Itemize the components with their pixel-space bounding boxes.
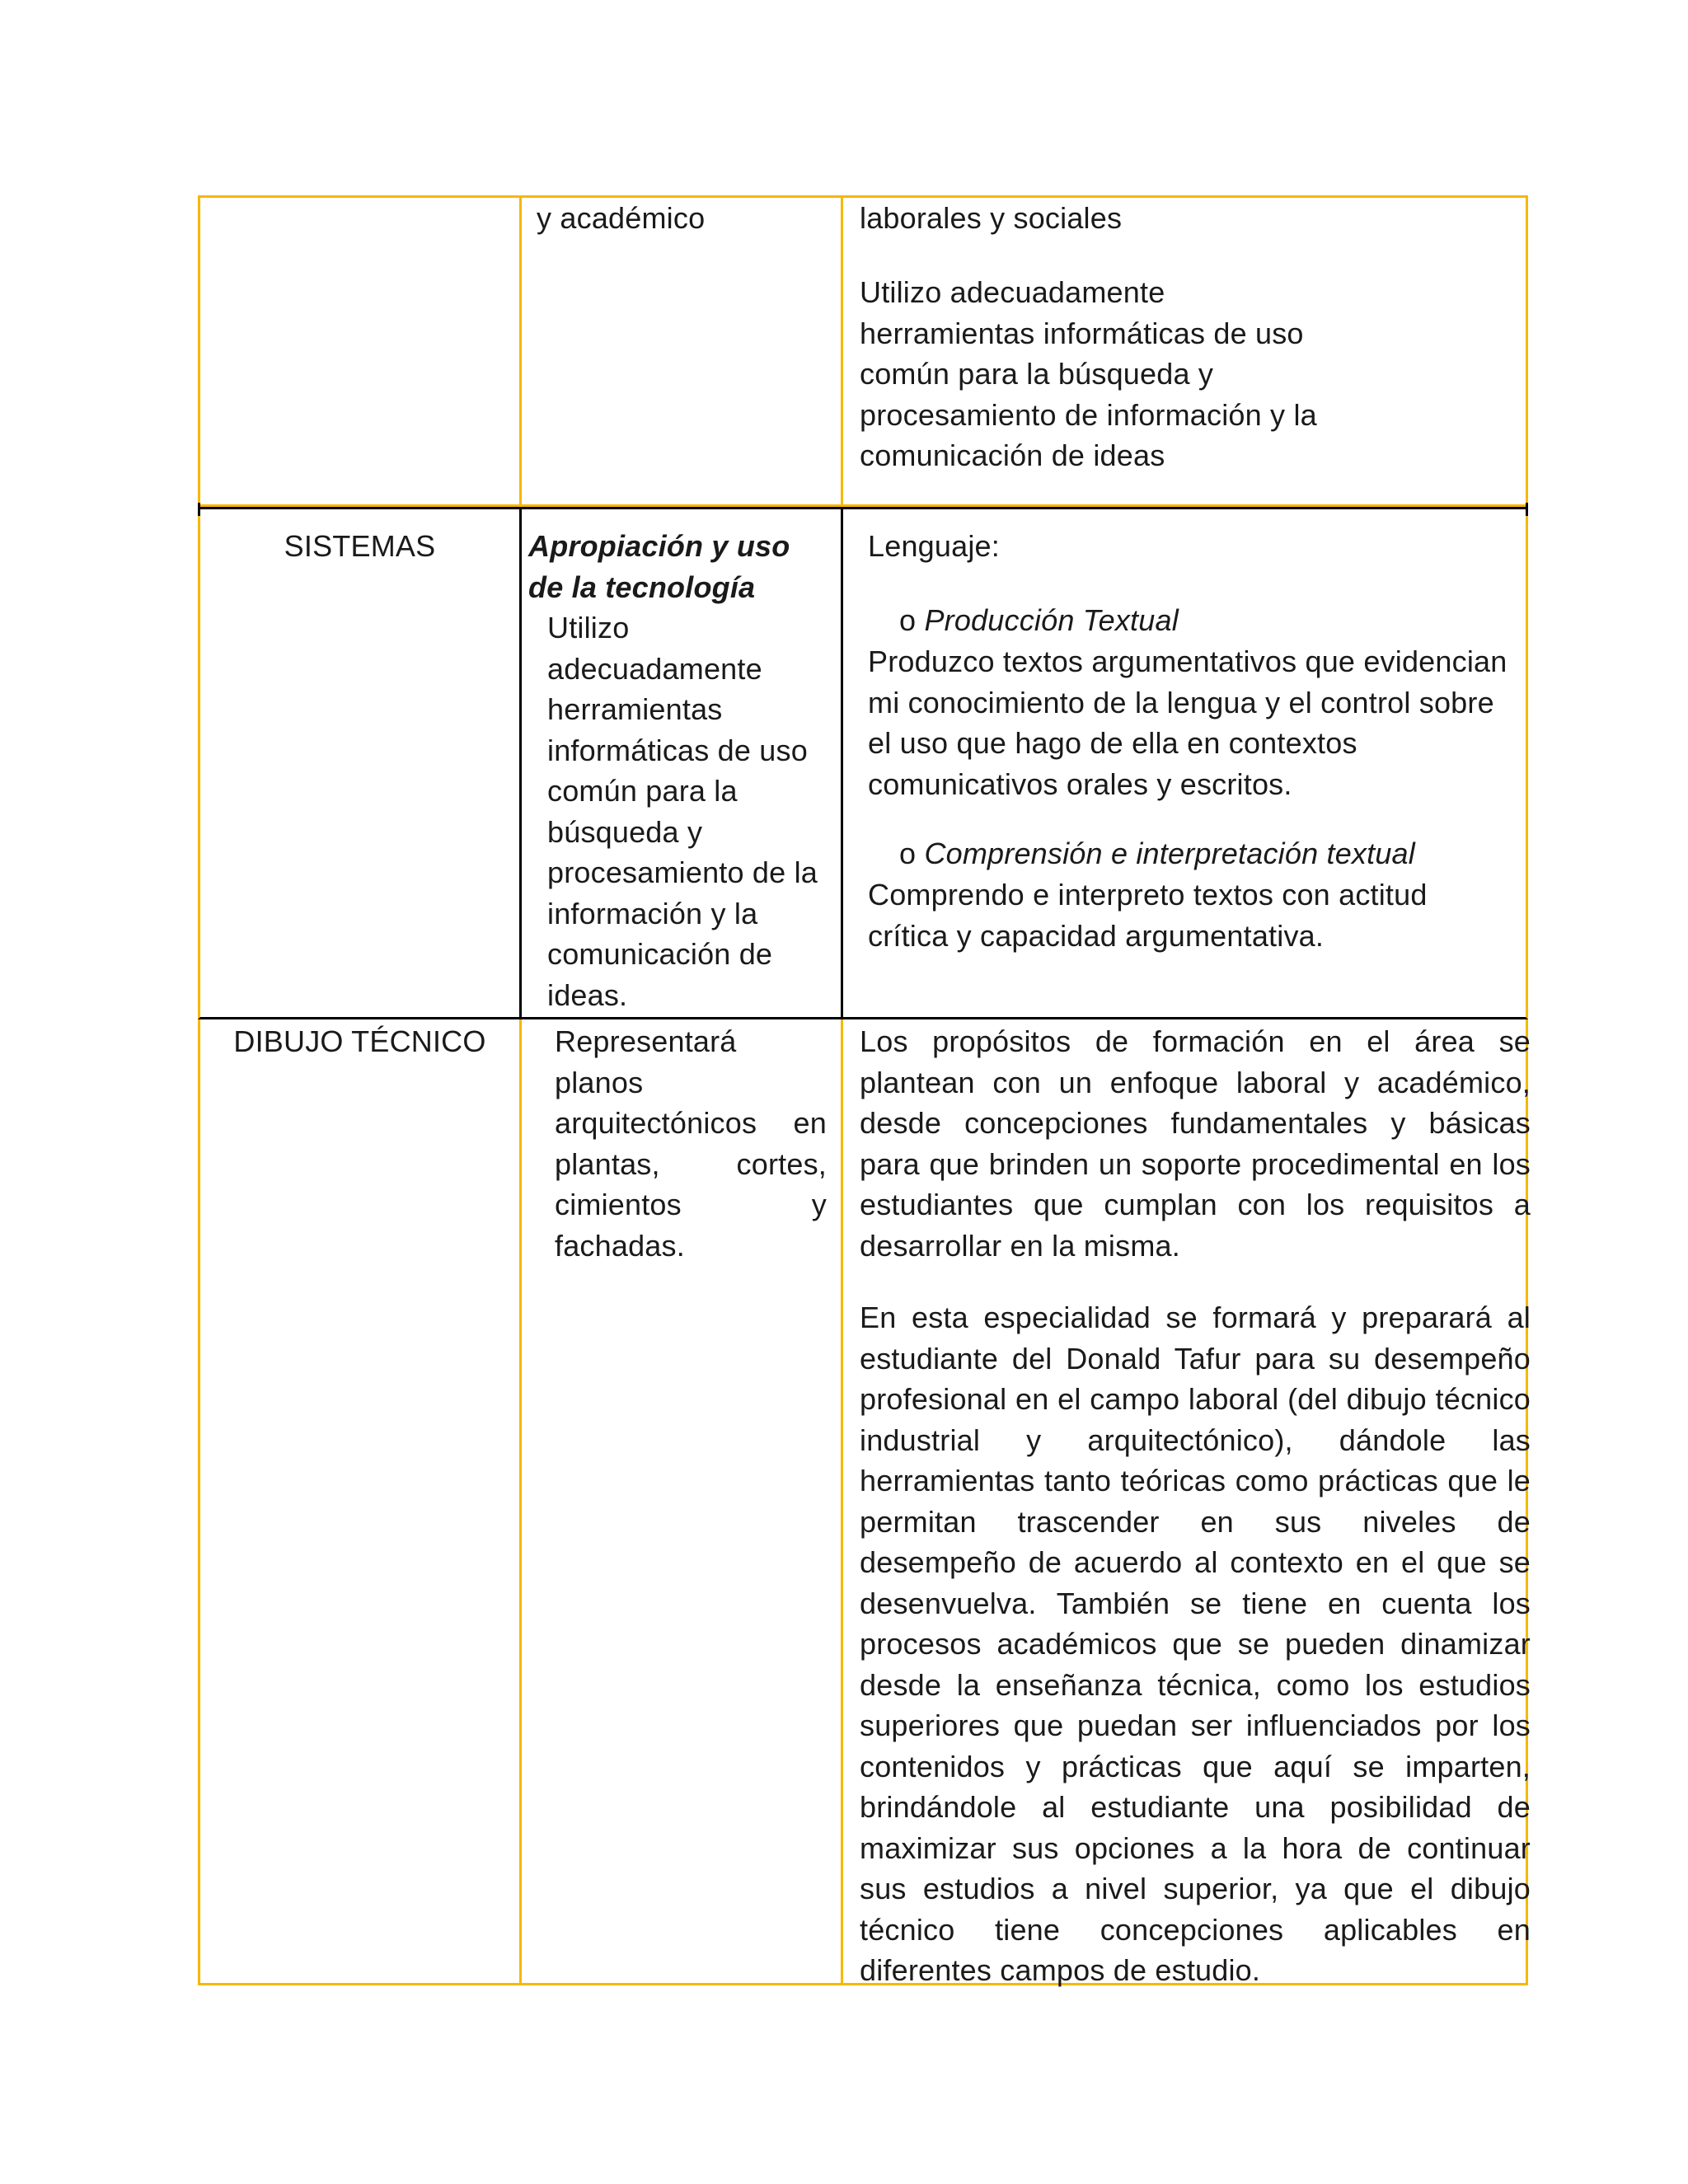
table-row [198,195,1528,507]
bullet-heading [899,600,1509,641]
bullet-text: Produzco textos argumentativos que evidencian mi conocimiento de la lengua y el control sobre el uso que hago de ella en contextos comunicativos orales y escritos. [868,644,1507,801]
descripcion-cell [841,198,1531,504]
competencia-body: Utilizo adecuadamente herramientas informáticas de uso común para la búsqueda y procesamiento de la información y la comunicación de ideas. [547,611,818,1012]
descripcion-cell [841,1019,1531,1987]
bullet-marker: o [899,837,917,870]
competencia-cell [519,509,841,1017]
area-label: DIBUJO TÉCNICO [233,1024,486,1058]
table-row [198,507,1528,1019]
descripcion-paragraph: Los propósitos de formación en el área se plantean con un enfoque laboral y académico, desde concepciones fundamentales y básicas para que brinden un soporte procedimental en los estudiantes que cumplan con los requisitos a desarrollar en la misma. [860,1024,1531,1263]
bullet-title: Comprensión e interpretación textual [924,837,1415,870]
competencia-cell [519,1019,841,1983]
descripcion-paragraph: En esta especialidad se formará y preparará al estudiante del Donald Tafur para su desempeño profesional en el campo laboral (del dibujo técnico industrial y arquitectónico), dándole las herramientas tanto teóricas como prácticas que le permitan trascender en sus niveles de desempeño de acuerdo al contexto en el que se desenvuelva. También se tiene en cuenta los procesos académicos que se pueden dinamizar desde la enseñanza técnica, como los estudios superiores que puedan ser influenciados por los contenidos y prácticas que aquí se imparten, brindándole al estudiante una posibilidad de maximizar sus opciones a la hora de continuar sus estudios a nivel superior, ya que el dibujo técnico tiene concepciones aplicables en diferentes campos de estudio. [860,1301,1531,1987]
bullet-text: Comprendo e interpreto textos con actitud crítica y capacidad argumentativa. [868,878,1428,953]
competencia-text: y académico [537,201,706,235]
lenguaje-label: Lenguaje: [868,529,1000,563]
competencia-title-text: Apropiación y uso de la tecnología [528,529,790,604]
bullet-marker: o [899,603,917,637]
area-cell [200,1019,519,1983]
competencia-text: Representará planos arquitectónicos en plantas, cortes, cimientos y fachadas. [555,1024,827,1263]
competencia-cell [519,198,841,504]
area-cell [200,198,519,504]
competencia-title [528,526,825,607]
area-cell [200,509,519,1017]
descripcion-paragraph: Utilizo adecuadamente herramientas informáticas de uso común para la búsqueda y procesamiento de información y la comunicación de ideas [860,275,1317,472]
bullet-heading [899,833,1509,874]
table-row [198,1019,1531,1987]
descripcion-cell [841,509,1531,1017]
descripcion-paragraph: laborales y sociales [860,201,1123,235]
area-label: SISTEMAS [284,529,436,563]
bullet-title: Producción Textual [924,603,1179,637]
